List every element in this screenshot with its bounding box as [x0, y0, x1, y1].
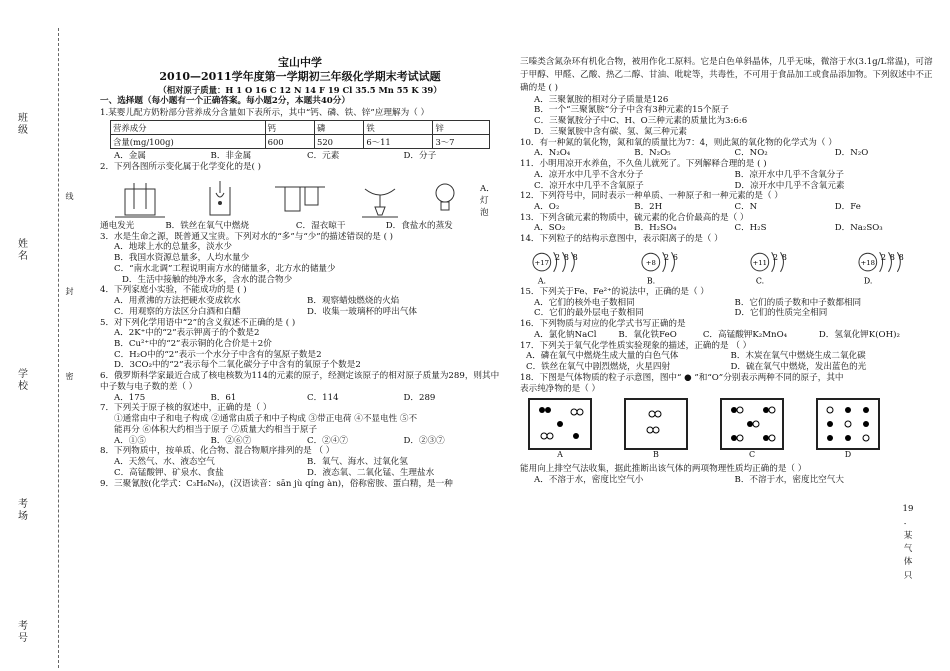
option[interactable]: D．氢氧化钾K(OH)₂: [818, 329, 900, 340]
option[interactable]: B．非金属: [210, 151, 252, 162]
particle-box-d[interactable]: [816, 398, 880, 460]
light-bulb-icon: [430, 179, 460, 219]
particle-box-a[interactable]: [528, 398, 592, 460]
option[interactable]: D．食盐水的蒸发: [385, 220, 453, 231]
q19-options: [520, 475, 935, 486]
option[interactable]: A．地球上水的总量多，淡水少: [114, 242, 232, 253]
side-char: 只: [903, 570, 913, 581]
option-label: B.: [646, 276, 655, 286]
q2-figures: [100, 175, 500, 219]
option[interactable]: A．金属: [114, 151, 146, 162]
q8-options-row1: [100, 457, 500, 468]
option[interactable]: B．铁丝在氧气中燃烧: [165, 220, 249, 231]
clothes-drying-figure-icon: [270, 179, 330, 219]
option[interactable]: B．我国水资源总量多，人均水量少: [114, 253, 250, 264]
option[interactable]: B．2H: [634, 202, 663, 213]
q1-stem: 1.某婴儿配方奶粉部分营养成分含量如下表所示，其中“钙、磷、铁、锌”应理解为（ ）: [100, 107, 430, 118]
option[interactable]: D．它们的性质完全相同: [734, 308, 828, 319]
name-label: 姓名: [15, 238, 27, 262]
seal-word: 封: [65, 287, 74, 295]
option[interactable]: A．天然气、水、液态空气: [114, 457, 215, 468]
q6-stem: 6．俄罗斯科学家最近合成了核电核数为114的元素的原子，经测定该原子的相对原子质量为289，则其中中子数与电子数的差（ ）: [100, 371, 500, 392]
option-label: A.: [537, 276, 547, 286]
option[interactable]: D．289: [403, 392, 436, 403]
option[interactable]: B．它们的质子数和中子数都相同: [734, 297, 862, 308]
option[interactable]: C．NO₂: [734, 148, 768, 159]
q10-stem: 10．有一种氮的氧化物，氮和氧的质量比为7：4，则此氮的氧化物的化学式为（ ）: [520, 137, 837, 148]
option[interactable]: C．凉开水中几乎不含氧原子: [534, 180, 644, 191]
option[interactable]: A．①⑤: [114, 435, 146, 446]
exam-number-label: 考号: [15, 620, 27, 644]
table-cell: 钙: [265, 121, 314, 135]
option[interactable]: C．铁丝在氧气中剧烈燃烧，火星四射: [526, 362, 671, 373]
q12-options: [520, 202, 935, 213]
q5-stem: 5．对下列化学用语中“2”的含义叙述不正确的是 ( ): [100, 317, 296, 328]
q3-stem: 3．水是生命之源，既普通又宝贵。下列对水的“多”与“少”的描述错误的是 ( ): [100, 231, 394, 242]
shell-electrons: 8: [890, 253, 896, 263]
option[interactable]: B．N₂O₅: [634, 148, 671, 159]
electrolysis-figure-icon: [110, 179, 170, 219]
option[interactable]: A．2K⁺中的“2”表示钾离子的个数是2: [114, 328, 260, 339]
table-cell: 520: [315, 135, 364, 149]
q14-stem: 14．下列粒子的结构示意图中，表示阳离子的是（ ）: [520, 234, 723, 245]
class-label: 班级: [15, 112, 27, 136]
q18-particle-boxes: [520, 398, 935, 460]
shell-electrons: 2: [772, 253, 778, 263]
table-cell: 6～11: [364, 135, 433, 149]
option[interactable]: C．湿衣晾干: [295, 220, 346, 231]
molecule-dots-icon: [530, 400, 590, 448]
table-row: [111, 121, 490, 135]
option[interactable]: C．用观察的方法区分白酒和白醋: [114, 306, 241, 317]
q7-items-line2: 能再分 ⑥体积大约相当于原子 ⑦质量大约相当于原子: [114, 424, 318, 435]
q18-stem-line2: 表示纯净物的是（ ）: [520, 383, 601, 394]
q9-continuation: 三嗪类含氮杂环有机化合物，被用作化工原料。它是白色单斜晶体，几乎无味，微溶于水(3.1g/L常温)，可溶于甲醇、甲醛、乙酸、热乙二醇、甘油、吡啶等，共毒性，不可用于食品加工或食品添加物。下列叙述中不正确的是 ( ): [520, 57, 933, 93]
option-label: C.: [755, 276, 764, 286]
option[interactable]: B．木炭在氧气中燃烧生成二氧化碳: [730, 351, 866, 362]
option[interactable]: D．N₂O: [834, 148, 869, 159]
line-word: 线: [65, 192, 74, 200]
table-cell: 铁: [364, 121, 433, 135]
q4-stem: 4．下列家庭小实验，不能成功的是 ( ): [100, 285, 247, 296]
molecule-dots-icon: [722, 400, 782, 448]
option[interactable]: D．Fe: [834, 202, 861, 213]
exam-title: 2010—2011学年度第一学期初三年级化学期末考试试题: [159, 69, 441, 83]
q4-options-row2: [100, 307, 500, 318]
q17-stem: 17．下列关于氧气化学性质实验现象的描述，正确的是 （ ）: [520, 340, 752, 351]
option[interactable]: D．分子: [403, 151, 437, 162]
box-label: B: [653, 450, 659, 460]
nucleus-charge: +18: [860, 258, 876, 267]
option[interactable]: D．收集一玻璃杯的呼出气体: [307, 306, 418, 317]
option[interactable]: D．三聚氰胺中含有碳、氢、氮三种元素: [534, 126, 687, 137]
q7-options: [100, 436, 500, 447]
q16-stem: 16．下列物质与对应的化学式书写正确的是: [520, 319, 686, 330]
molecule-dots-icon: [626, 400, 686, 448]
q11-options-row1: [520, 170, 935, 181]
side-char: 19: [902, 504, 914, 514]
option[interactable]: B．②⑥⑦: [210, 435, 252, 446]
school-label: 学校: [15, 368, 27, 392]
option[interactable]: D．3CO₂中的“2”表示每个二氧化碳分子中含有的氧原子个数是2: [114, 360, 361, 371]
q2-options: [100, 221, 500, 232]
option[interactable]: B．观察蜡烛燃烧的火焰: [307, 296, 400, 307]
q11-options-row2: [520, 181, 935, 192]
side-char: 某: [903, 530, 913, 541]
q8-options-row2: [100, 468, 500, 479]
option[interactable]: C．高锰酸钾、矿泉水、食盐: [114, 467, 224, 478]
q2-stem: 2．下列各图所示变化属于化学变化的是( ): [100, 162, 261, 173]
table-row: [111, 135, 490, 149]
option[interactable]: D．硫在氧气中燃烧，发出蓝色的光: [730, 362, 867, 373]
seal-line: [58, 28, 59, 668]
nucleus-charge: +11: [752, 258, 767, 267]
q7-stem: 7．下列关于原子核的叙述中，正确的是（ ）: [100, 403, 272, 414]
option[interactable]: A．用煮沸的方法把硬水变成软水: [114, 296, 241, 307]
q2-side-option[interactable]: A．灯泡: [480, 183, 495, 218]
table-cell: 磷: [315, 121, 364, 135]
particle-box-b[interactable]: [624, 398, 688, 460]
option-label: D.: [864, 276, 873, 286]
option[interactable]: B．61: [210, 392, 237, 403]
box-label: D: [844, 450, 852, 460]
school-title: 宝山中学: [278, 56, 322, 69]
shell-electrons: 2: [663, 253, 669, 263]
shell-electrons: 8: [899, 253, 905, 263]
option[interactable]: D．②③⑦: [403, 435, 445, 446]
option[interactable]: A．O₂: [534, 202, 560, 213]
secret-word: 密: [65, 372, 74, 380]
option[interactable]: A．不溶于水，密度比空气小: [534, 475, 644, 486]
section-heading: 一、选择题（每小题有一个正确答案。每小题2分，本题共40分）: [100, 96, 350, 106]
option[interactable]: C．三聚氰胺分子中C、H、O三种元素的质量比为3:6:6: [534, 116, 748, 127]
particle-box-c[interactable]: [720, 398, 784, 460]
option[interactable]: B．H₂SO₄: [634, 223, 677, 234]
side-char: 气: [903, 543, 913, 554]
shell-electrons: 6: [672, 253, 678, 263]
table-cell: 营养成分: [111, 121, 266, 135]
option[interactable]: A．三聚氰胺的相对分子质量是126: [534, 94, 669, 105]
option[interactable]: D．凉开水中几乎不含氧元素: [734, 180, 845, 191]
q9-stem: 9．三聚氰胺(化学式：C₃H₆N₆)，(汉语读音：sān jù qíng àn)，俗称密胺、蛋白精，是一种: [100, 478, 453, 489]
q16-options: [520, 330, 935, 341]
shell-electrons: 8: [572, 253, 578, 263]
option[interactable]: C．元素: [307, 151, 340, 162]
atom-diagram-d[interactable]: [856, 246, 935, 286]
right-column: [520, 56, 935, 486]
q4-options-row1: [100, 296, 500, 307]
box-label: A: [557, 450, 563, 460]
binding-margin: [0, 0, 95, 671]
left-column: [100, 0, 500, 489]
table-cell: 锌: [433, 121, 490, 135]
atomic-masses: （相对原子质量：H 1 O 16 C 12 N 14 F 19 Cl 35.5 Mn 55 K 39）: [158, 84, 442, 95]
option[interactable]: A．磷在氧气中燃烧生成大量的白色气体: [526, 351, 679, 362]
option[interactable]: A．SO₂: [534, 223, 566, 234]
evaporation-figure-icon: [350, 179, 410, 219]
option[interactable]: C．114: [307, 392, 339, 403]
atom-diagram-c[interactable]: [748, 246, 827, 286]
option[interactable]: B．不溶于水，密度比空气大: [734, 475, 844, 486]
side-char: 体: [903, 557, 913, 568]
q19-continuation: 能用向上排空气法收集，据此推断出该气体的两项物理性质均正确的是（ ）: [520, 464, 807, 475]
molecule-dots-icon: [818, 400, 878, 448]
option[interactable]: C．②④⑦: [307, 435, 348, 446]
shell-electrons: 8: [781, 253, 787, 263]
table-cell: 3～7: [433, 135, 490, 149]
q7-items-line1: ①通常由中子和电子构成 ②通常由质子和中子构成 ③带正电荷 ④不显电性 ⑤不: [114, 414, 418, 425]
q8-stem: 8．下列物质中，按单质、化合物、混合物顺序排列的是 （ ）: [100, 446, 335, 457]
shell-electrons: 8: [563, 253, 569, 263]
option[interactable]: D．Na₂SO₃: [834, 223, 883, 234]
option[interactable]: C．N: [734, 202, 758, 213]
option[interactable]: C．H₂S: [734, 223, 767, 234]
shell-electrons: 2: [881, 253, 887, 263]
option[interactable]: A．它们的核外电子数相同: [534, 297, 635, 308]
q12-stem: 12．下列符号中，同时表示一种单质、一种原子和一种元素的是（ ）: [520, 191, 783, 202]
option[interactable]: B．氧化铁FeO: [618, 329, 677, 340]
box-label: C: [748, 450, 756, 460]
option[interactable]: A．175: [114, 392, 146, 403]
q19-side-stem: [898, 503, 918, 583]
atom-diagram-a[interactable]: [530, 246, 609, 286]
option[interactable]: A．凉开水中几乎不含水分子: [534, 169, 644, 180]
table-cell: 含量(mg/100g): [111, 135, 266, 149]
exam-room-label: 考场: [15, 498, 27, 522]
option[interactable]: A．N₂O₄: [534, 148, 571, 159]
option[interactable]: B．氧气、海水、过氧化氢: [307, 457, 408, 468]
option[interactable]: B．Cu²⁺中的“2”表示铜的化合价是＋2价: [114, 339, 272, 350]
side-char: ．: [903, 517, 913, 528]
shell-electrons: 2: [555, 253, 561, 263]
nucleus-charge: +8: [645, 258, 656, 267]
option[interactable]: C．它们的最外层电子数相同: [534, 308, 644, 319]
option[interactable]: A．氯化钠NaCl: [534, 329, 597, 340]
q15-stem: 15．下列关于Fe、Fe²⁺的说法中，正确的是（ ）: [520, 286, 709, 297]
option[interactable]: D．液态氧、二氧化锰、生理盐水: [307, 467, 435, 478]
q1-options: [100, 151, 500, 162]
option[interactable]: C．高锰酸钾K₂MnO₄: [702, 329, 788, 340]
option[interactable]: C．H₂O中的“2”表示一个水分子中含有的氢原子数是2: [114, 349, 322, 360]
q13-options: [520, 223, 935, 234]
q15-options-row1: [520, 298, 935, 309]
option[interactable]: B．凉开水中几乎不含氧分子: [734, 169, 844, 180]
atom-diagram-b[interactable]: [639, 246, 718, 286]
q17-options-row2: [520, 362, 935, 373]
q18-stem: 18．下图是气体物质的粒子示意图，图中“ ● ”和“O”分别表示两种不同的原子，其中: [520, 372, 844, 383]
option[interactable]: 通电发光: [100, 220, 135, 231]
option[interactable]: D．生活中接触的纯净水多，含水的混合物少: [122, 274, 293, 285]
nutrition-table: [110, 120, 490, 149]
q13-stem: 13．下列含硫元素的物质中，硫元素的化合价最高的是（ ）: [520, 212, 749, 223]
q11-stem: 11．小明用凉开水养鱼，不久鱼儿就死了。下列解释合理的是 ( ): [520, 159, 767, 170]
q15-options-row2: [520, 308, 935, 319]
table-cell: 600: [265, 135, 314, 149]
q10-options: [520, 148, 935, 159]
iron-wire-burning-figure-icon: [190, 179, 250, 219]
q14-atom-diagrams: [520, 245, 935, 287]
nucleus-charge: +17: [534, 258, 550, 267]
q17-options-row1: [520, 351, 935, 362]
option[interactable]: B．一个“三聚氰胺”分子中含有3种元素的15个原子: [534, 105, 729, 116]
option[interactable]: C．“南水北调”工程说明南方水的储量多，北方水的储量少: [114, 263, 336, 274]
q6-options: [100, 393, 500, 404]
